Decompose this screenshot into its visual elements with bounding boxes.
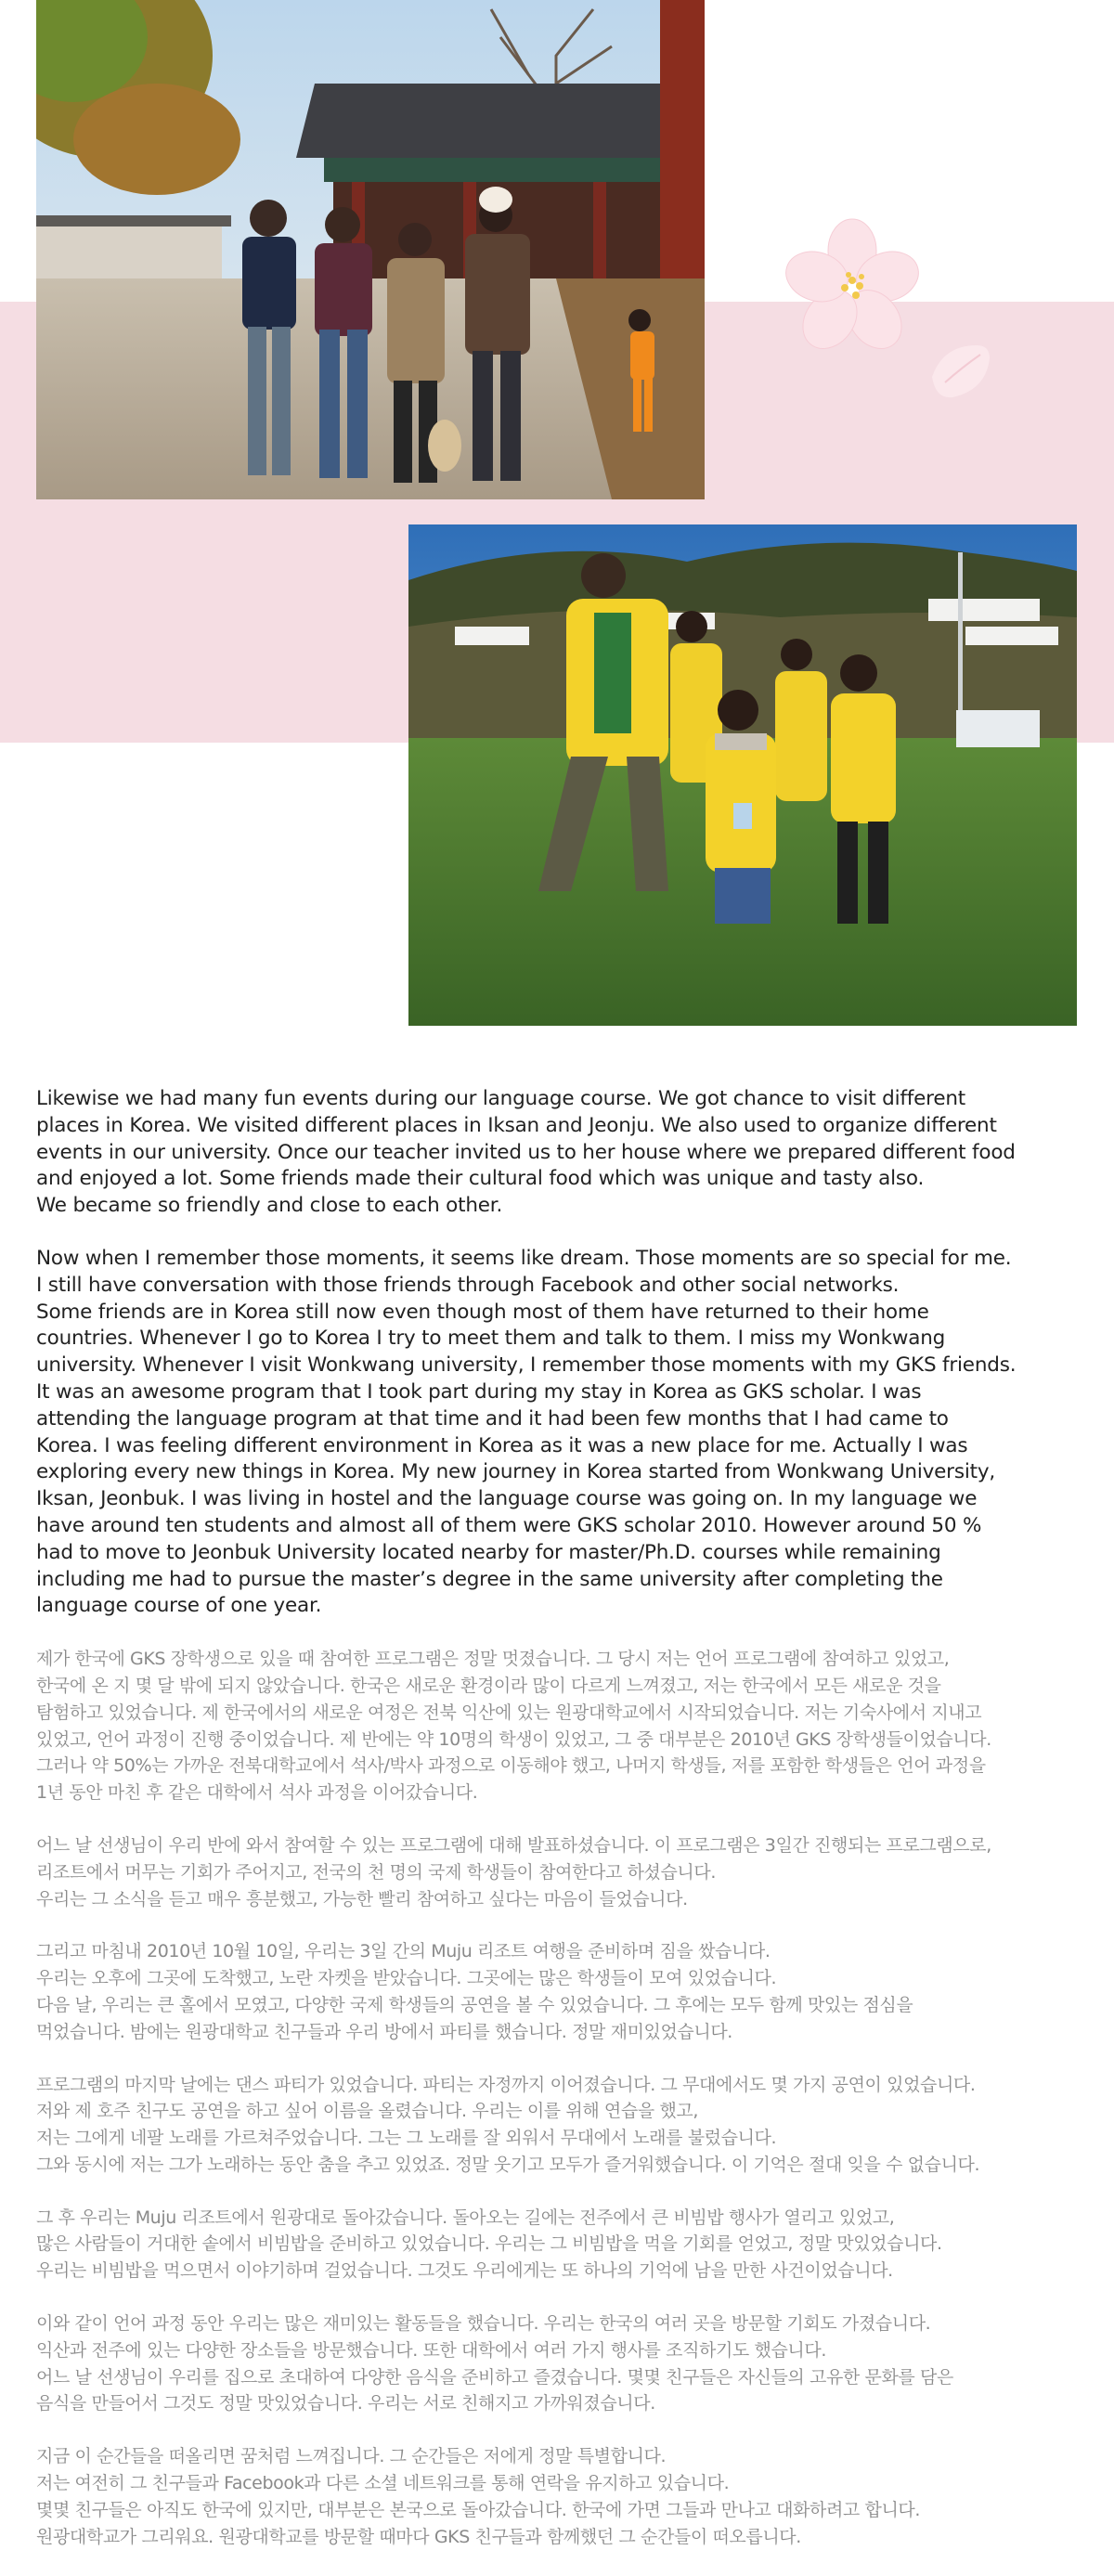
group-photo-traditional-gate (36, 0, 705, 499)
text-line: have around ten students and almost all of them were GKS scholar 2010. However around 50 % (36, 1513, 982, 1537)
korean-section (36, 1646, 1078, 2550)
group-photo-yellow-jackets (408, 524, 1077, 1026)
text-line: 그러나 약 50%는 가까운 전북대학교에서 석사/박사 과정으로 이동해야 했고, 나머지 학생들, 저를 포함한 학생들은 언어 과정을 (36, 1755, 986, 1777)
text-line: 저는 여전히 그 친구들과 Facebook과 다른 소셜 네트워크를 통해 연락을 유지하고 있습니다. (36, 2473, 730, 2494)
text-line: It was an awesome program that I took part during my stay in Korea as GKS scholar. I was (36, 1379, 922, 1404)
text-line: 프로그램의 마지막 날에는 댄스 파티가 있었습니다. 파티는 자정까지 이어졌습니다. 그 무대에서도 몇 가지 공연이 있었습니다. (36, 2074, 976, 2095)
text-line: 다음 날, 우리는 큰 홀에서 모였고, 다양한 국제 학생들의 공연을 볼 수 있었습니다. 그 후에는 모두 함께 맛있는 점심을 (36, 1994, 913, 2015)
text-line: 그리고 마침내 2010년 10월 10일, 우리는 3일 간의 Muju 리조트 여행을 준비하며 짐을 쌌습니다. (36, 1941, 771, 1962)
text-line: university. Whenever I visit Wonkwang university, I remember those moments with my GKS friends. (36, 1353, 1017, 1378)
text-line: 한국에 온 지 몇 달 밖에 되지 않았습니다. 한국은 새로운 환경이라 많이 다르게 느껴졌고, 저는 한국에서 모든 새로운 것을 (36, 1675, 941, 1696)
text-line: language course of one year. (36, 1594, 322, 1618)
korean-paragraph (36, 2443, 1078, 2550)
text-line: 우리는 비빔밥을 먹으면서 이야기하며 걸었습니다. 그것도 우리에게는 또 하나의 기억에 남을 만한 사건이었습니다. (36, 2260, 893, 2282)
text-line: attending the language program at that time and it had been few months that I had came to (36, 1406, 949, 1430)
text-line: Likewise we had many fun events during our language course. We got chance to visit different (36, 1087, 966, 1110)
text-line: events in our university. Once our teacher invited us to her house where we prepared different food (36, 1140, 1016, 1164)
text-line: 원광대학교가 그리워요. 원광대학교를 방문할 때마다 GKS 친구들과 함께했던 그 순간들이 떠오릅니다. (36, 2526, 801, 2547)
text-line: 지금 이 순간들을 떠올리면 꿈처럼 느껴집니다. 그 순간들은 저에게 정말 특별합니다. (36, 2446, 667, 2467)
korean-paragraph (36, 1832, 1078, 1912)
english-paragraph (36, 1246, 1078, 1620)
text-line: 이와 같이 언어 과정 동안 우리는 많은 재미있는 활동들을 했습니다. 우리는 한국의 여러 곳을 방문할 기회도 가졌습니다. (36, 2313, 931, 2335)
text-line: places in Korea. We visited different places in Iksan and Jeonju. We also used to organize different (36, 1113, 997, 1137)
text-line: 그와 동시에 저는 그가 노래하는 동안 춤을 추고 있었죠. 정말 웃기고 모두가 즐거워했습니다. 이 기억은 절대 잊을 수 없습니다. (36, 2154, 980, 2175)
cherry-blossom-icon (778, 215, 926, 355)
text-line: 탐험하고 있었습니다. 제 한국에서의 새로운 여정은 전북 익산에 있는 원광대학교에서 시작되었습니다. 저는 기숙사에서 지내고 (36, 1702, 982, 1723)
text-line: 리조트에서 머무는 기회가 주어지고, 전국의 천 명의 국제 학생들이 참여한다고 하셨습니다. (36, 1861, 716, 1883)
text-line: 그 후 우리는 Muju 리조트에서 원광대로 돌아갔습니다. 돌아오는 길에는 전주에서 큰 비빔밥 행사가 열리고 있었고, (36, 2207, 895, 2228)
text-line: 1년 동안 마친 후 같은 대학에서 석사 과정을 이어갔습니다. (36, 1782, 478, 1804)
english-section (36, 1086, 1078, 1620)
text-line: 음식을 만들어서 그것도 정말 맛있었습니다. 우리는 서로 친해지고 가까워졌습니다. (36, 2393, 655, 2414)
text-line: 많은 사람들이 거대한 솥에서 비빔밥을 준비하고 있었습니다. 우리는 그 비빔밥을 먹을 기회를 얻었고, 정말 맛있었습니다. (36, 2233, 942, 2255)
text-line: 제가 한국에 GKS 장학생으로 있을 때 참여한 프로그램은 정말 멋졌습니다. 그 당시 저는 언어 프로그램에 참여하고 있었고, (36, 1649, 950, 1670)
article-body (36, 1086, 1078, 2576)
text-line: 우리는 그 소식을 듣고 매우 흥분했고, 가능한 빨리 참여하고 싶다는 마음이 들었습니다. (36, 1888, 688, 1909)
korean-paragraph (36, 2072, 1078, 2179)
text-line: and enjoyed a lot. Some friends made their cultural food which was unique and tasty also. (36, 1167, 925, 1191)
text-line: 저와 제 호주 친구도 공연을 하고 싶어 이름을 올렸습니다. 우리는 이를 위해 연습을 했고, (36, 2101, 698, 2122)
english-paragraph (36, 1086, 1078, 1220)
text-line: 익산과 전주에 있는 다양한 장소들을 방문했습니다. 또한 대학에서 여러 가지 행사를 조직하기도 했습니다. (36, 2339, 826, 2361)
text-line: We became so friendly and close to each other. (36, 1194, 503, 1218)
text-line: 저는 그에게 네팔 노래를 가르쳐주었습니다. 그는 그 노래를 잘 외워서 무대에서 노래를 불렀습니다. (36, 2128, 777, 2149)
korean-paragraph (36, 2311, 1078, 2417)
text-line: had to move to Jeonbuk University located nearby for master/Ph.D. courses while remaining (36, 1540, 941, 1564)
text-line: countries. Whenever I go to Korea I try to meet them and talk to them. I miss my Wonkwang (36, 1327, 946, 1351)
text-line: 우리는 오후에 그곳에 도착했고, 노란 자켓을 받았습니다. 그곳에는 많은 학생들이 모여 있었습니다. (36, 1968, 777, 1989)
korean-paragraph (36, 1646, 1078, 1806)
text-line: exploring every new things in Korea. My new journey in Korea started from Wonkwang University, (36, 1460, 995, 1484)
text-line: Korea. I was feeling different environment in Korea as it was a new place for me. Actually I was (36, 1433, 968, 1457)
text-line: Iksan, Jeonbuk. I was living in hostel and the language course was going on. In my language we (36, 1487, 978, 1511)
korean-paragraph (36, 2205, 1078, 2285)
text-line: Some friends are in Korea still now even though most of them have returned to their home (36, 1300, 929, 1324)
text-line: 먹었습니다. 밤에는 원광대학교 친구들과 우리 방에서 파티를 했습니다. 정말 재미있었습니다. (36, 2021, 732, 2042)
text-line: I still have conversation with those friends through Facebook and other social networks. (36, 1273, 900, 1297)
cherry-petal-icon (925, 340, 995, 405)
korean-paragraph (36, 1938, 1078, 2045)
text-line: including me had to pursue the master’s degree in the same university after completing the (36, 1567, 943, 1591)
text-line: 있었고, 언어 과정이 진행 중이었습니다. 제 반에는 약 10명의 학생이 있었고, 그 중 대부분은 2010년 GKS 장학생들이었습니다. (36, 1728, 991, 1750)
text-line: 어느 날 선생님이 우리를 집으로 초대하여 다양한 음식을 준비하고 즐겼습니다. 몇몇 친구들은 자신들의 고유한 문화를 담은 (36, 2366, 953, 2388)
text-line: Now when I remember those moments, it seems like dream. Those moments are so special for me. (36, 1246, 1012, 1270)
text-line: 몇몇 친구들은 아직도 한국에 있지만, 대부분은 본국으로 돌아갔습니다. 한국에 가면 그들과 만나고 대화하려고 합니다. (36, 2499, 921, 2520)
text-line: 어느 날 선생님이 우리 반에 와서 참여할 수 있는 프로그램에 대해 발표하셨습니다. 이 프로그램은 3일간 진행되는 프로그램으로, (36, 1834, 991, 1856)
